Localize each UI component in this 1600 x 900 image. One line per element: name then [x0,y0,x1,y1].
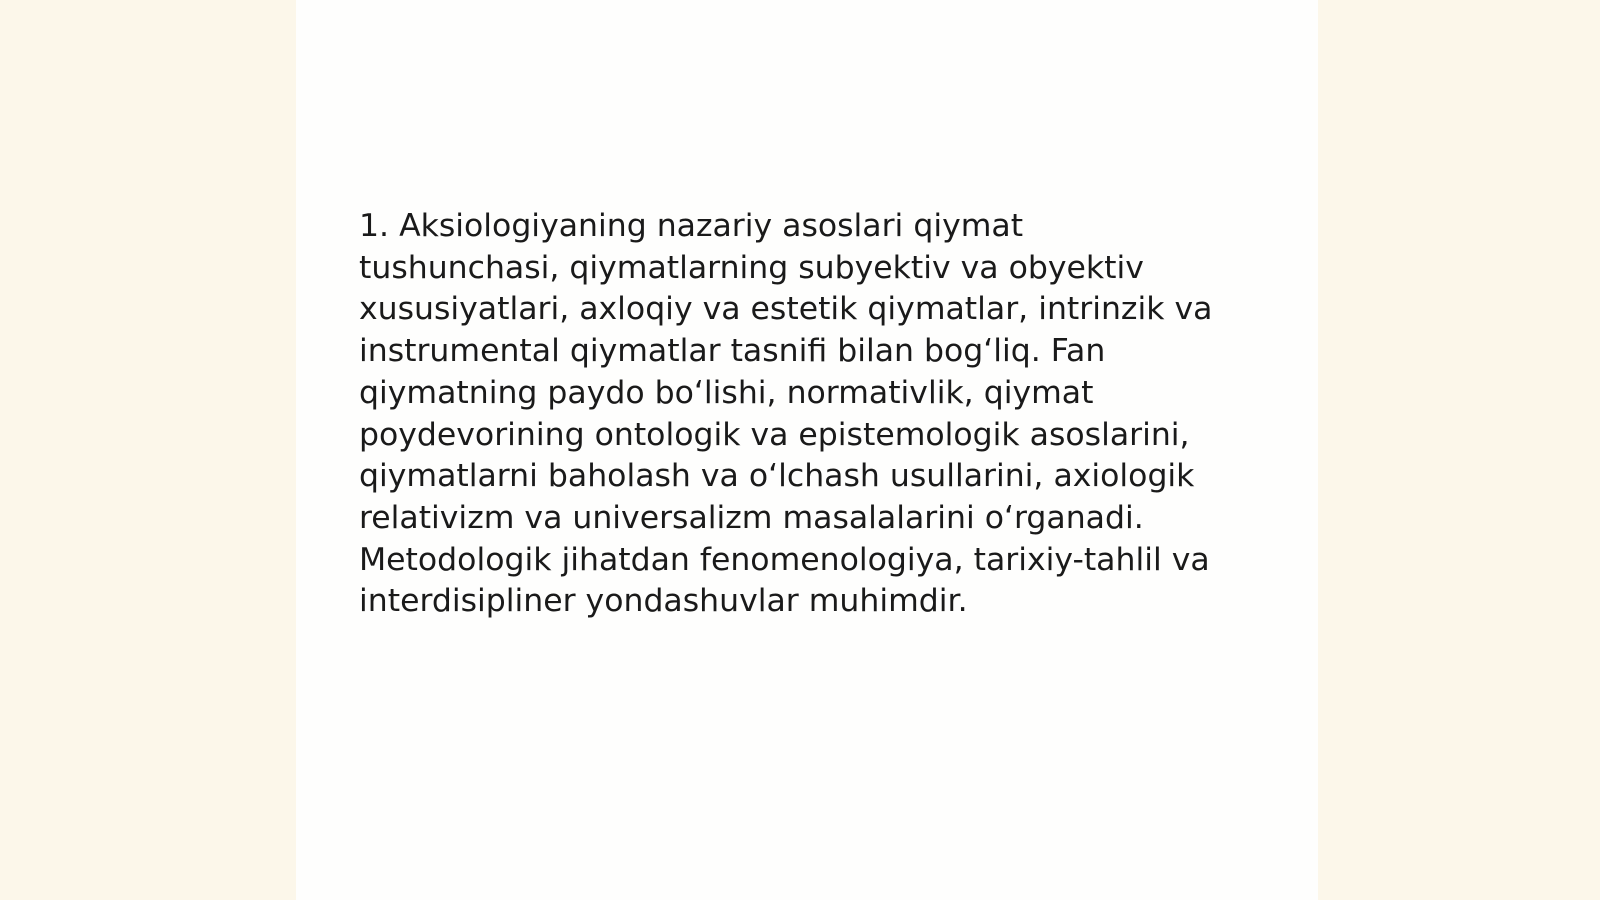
slide-body-text: 1. Aksiologiyaning nazariy asoslari qiymat tushunchasi, qiymatlarning subyektiv va obyektiv xususiyatlari, axloqiy va estetik qiymatlar, intrinzik va instrumental qiymatlar tasnifi bilan bog‘liq. Fan qiymatning paydo bo‘lishi, normativlik, qiymat poydevorining ontologik va epistemologik asoslarini, qiymatlarni baholash va o‘lchash usullarini, axiologik relativizm va universalizm masalalarini o‘rganadi. Metodologik jihatdan fenomenologiya, tarixiy-tahlil va interdisipliner yondashuvlar muhimdir. [359,208,1213,620]
slide-canvas [296,0,1318,900]
